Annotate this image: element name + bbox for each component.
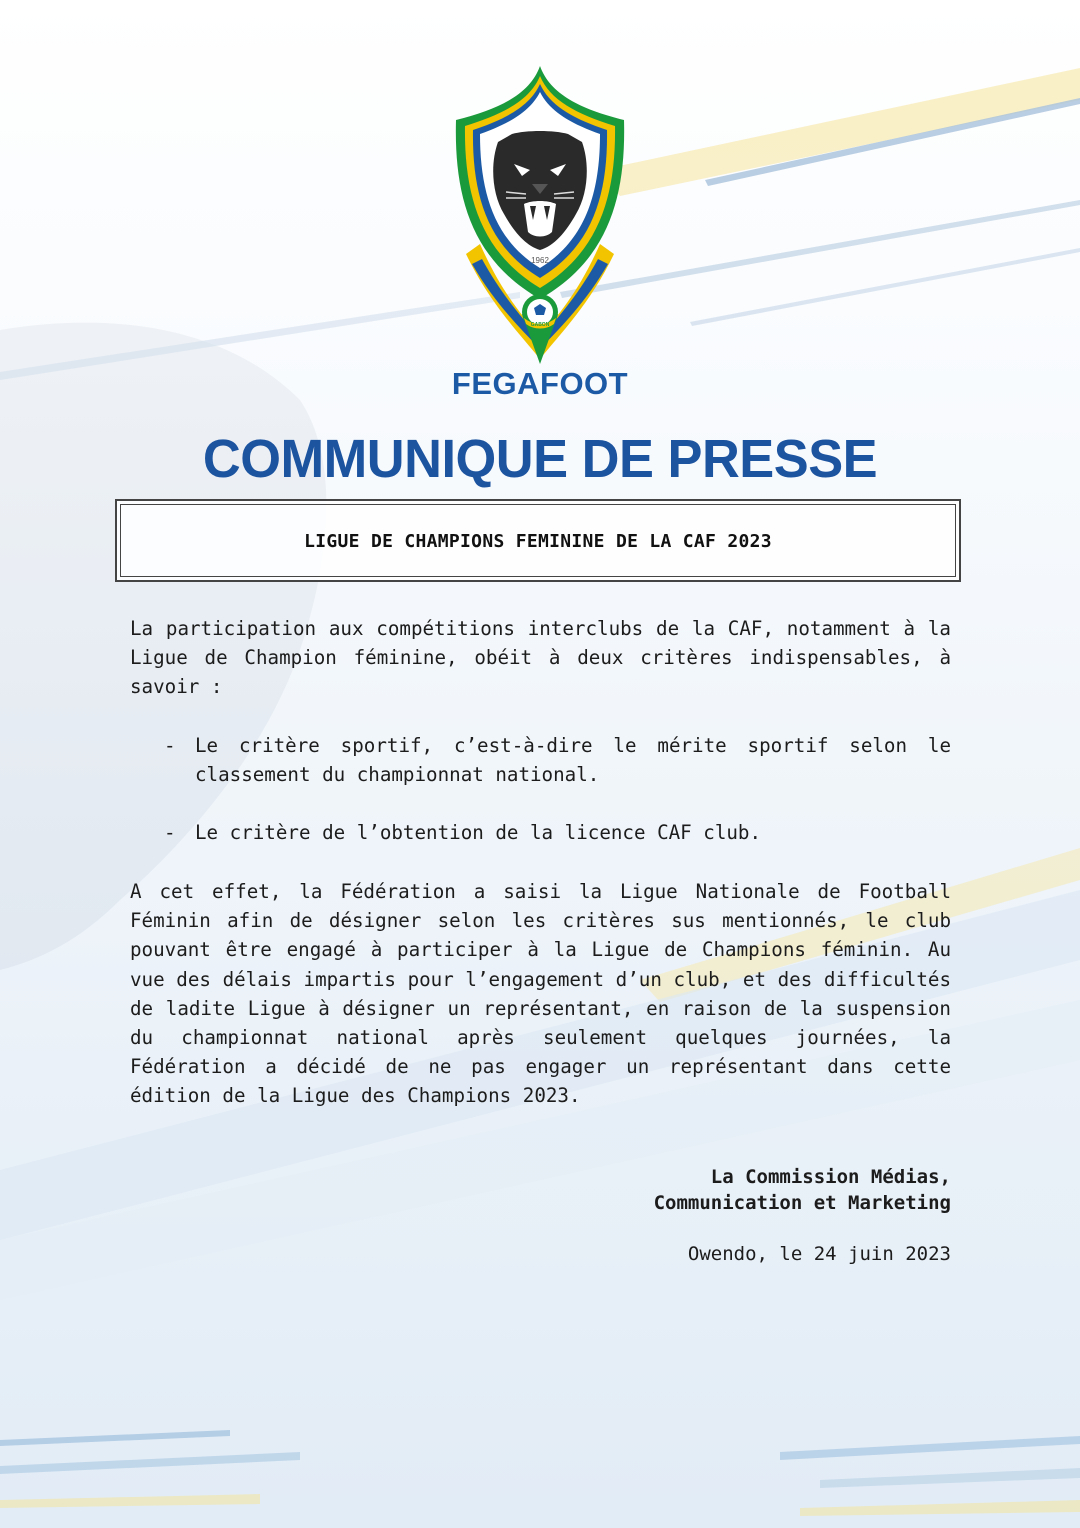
football-icon [522, 294, 558, 330]
page-title: COMMUNIQUE DE PRESSE [202, 429, 878, 489]
intro-paragraph: La participation aux compétitions interclubs de la CAF, notamment à la Ligue de Champion féminine, obéit à deux critères indispensables, à savoir : [130, 617, 951, 699]
signature-line-1: La Commission Médias, [710, 1166, 951, 1188]
crest-year: 1962 [531, 256, 549, 265]
criteria-list [130, 731, 951, 848]
ball-label: GABON [530, 322, 550, 328]
criterion-license: Le critère de l’obtention de la licence CAF club. [195, 821, 762, 845]
criterion-sport: Le critère sportif, c’est-à-dire le mérite sportif selon le classement du championnat national. [195, 734, 951, 787]
subject-title: LIGUE DE CHAMPIONS FEMININE DE LA CAF 2023 [304, 531, 772, 552]
list-item [130, 818, 951, 847]
subject-box [115, 499, 961, 582]
conclusion-paragraph: A cet effet, la Fédération a saisi la Ligue Nationale de Football Féminin afin de désigner selon les critères sus mentionnés, le club pouvant être engagé à participer à la Ligue de Champions féminin. Au vue des délais impartis pour l’engagement d’un club, et des difficultés de ladite Ligue à désigner un représentant, en raison de la suspension du championnat national après seulement quelques journées, la Fédération a décidé de ne pas engager un représentant dans cette édition de la Ligue des Champions 2023. [130, 880, 951, 1108]
fegafoot-crest-logo [450, 64, 630, 364]
signature-line-2: Communication et Marketing [653, 1192, 951, 1214]
list-item [130, 731, 951, 789]
signature-block [654, 1164, 951, 1216]
bullet-dash: - [164, 734, 176, 757]
place-date: Owendo, le 24 juin 2023 [687, 1243, 951, 1265]
brand-name: FEGAFOOT [451, 366, 629, 401]
bullet-dash: - [164, 821, 176, 845]
